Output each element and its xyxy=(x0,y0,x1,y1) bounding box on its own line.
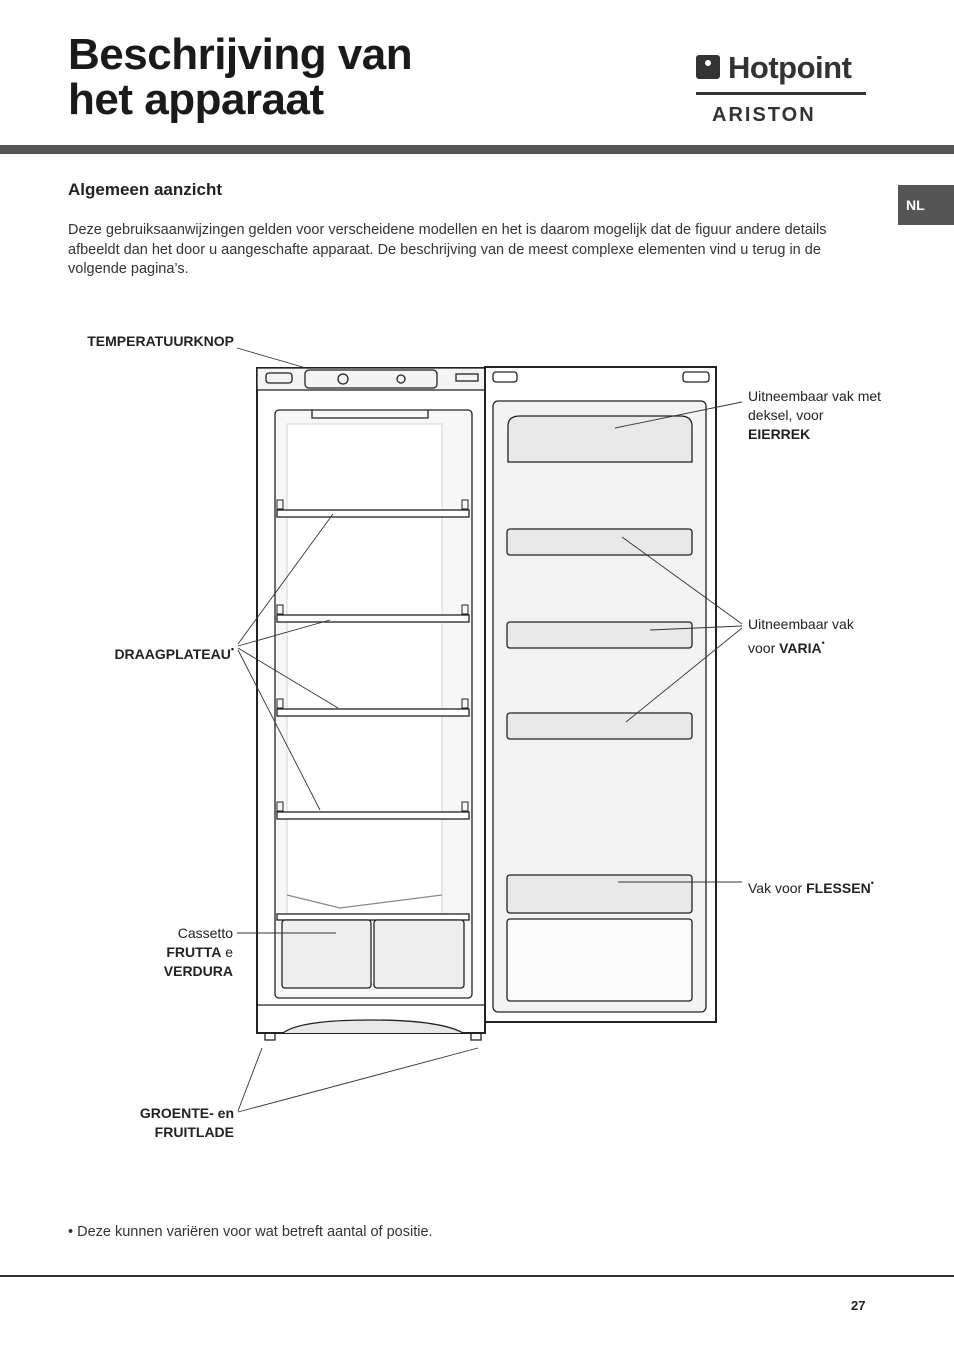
label-eierrek-line-2: deksel, voor xyxy=(748,407,824,423)
label-groente-line-2: FRUITLADE xyxy=(154,1124,234,1140)
label-cassetto-line-1: Cassetto xyxy=(177,925,233,941)
label-varia-line-2 xyxy=(748,634,928,658)
page-title-line-1: Beschrijving van xyxy=(68,30,413,79)
interior-back xyxy=(287,424,442,984)
label-varia-marker: • xyxy=(821,638,825,648)
door-clip-right xyxy=(683,372,709,382)
label-cassetto-e: e xyxy=(221,944,233,960)
label-eierrek-line-3: EIERREK xyxy=(748,426,811,442)
label-draagplateau xyxy=(40,640,234,664)
label-cassetto-line-3: VERDURA xyxy=(163,963,233,979)
door-clip-left xyxy=(493,372,517,382)
page-title-line-2: het apparaat xyxy=(68,75,324,124)
label-flessen-text: FLESSEN xyxy=(806,880,871,896)
egg-rack xyxy=(508,416,692,462)
shelf-4 xyxy=(277,812,469,819)
crisper-drawer-left xyxy=(282,920,371,988)
shelf-3 xyxy=(277,709,469,716)
door-bin-1 xyxy=(507,529,692,555)
intro-paragraph: Deze gebruiksaanwijzingen gelden voor verscheidene modellen en het is daarom mogelijk dat de figuur andere details afbeeldt dan het door u aangeschafte apparaat. De beschrijving van de meest complexe elementen vind u terug in de volgende pagina’s. xyxy=(68,222,827,277)
label-cassetto xyxy=(40,924,233,981)
label-temperatuurknop: TEMPERATUURKNOP xyxy=(87,333,234,349)
footer-divider xyxy=(0,1275,954,1277)
label-varia xyxy=(748,615,928,658)
section-heading: Algemeen aanzicht xyxy=(68,180,222,199)
label-eierrek-line-1: Uitneembaar vak met xyxy=(748,388,882,404)
crisper-cover xyxy=(277,914,469,920)
label-varia-voor: voor xyxy=(748,640,780,656)
door-bottom-compartment xyxy=(507,919,692,1001)
label-draagplateau-text: DRAAGPLATEAU xyxy=(114,646,231,662)
label-groente-line-1: GROENTE- en xyxy=(139,1105,234,1121)
label-flessen-prefix: Vak voor xyxy=(748,880,807,896)
shelf-2 xyxy=(277,615,469,622)
label-groente-fruitlade xyxy=(40,1104,234,1142)
label-cassetto-frutta: FRUTTA xyxy=(166,944,222,960)
label-varia-text: VARIA xyxy=(779,640,822,656)
label-flessen xyxy=(748,874,928,898)
footnote: • Deze kunnen variëren voor wat betreft aantal of positie. xyxy=(68,1224,433,1240)
logo-brand: Hotpoint xyxy=(728,50,852,85)
label-flessen-marker: • xyxy=(870,878,874,888)
control-panel xyxy=(257,368,485,390)
label-cassetto-line-2 xyxy=(40,943,233,962)
page-number: 27 xyxy=(851,1298,866,1313)
shelf-1 xyxy=(277,510,469,517)
door-bin-2 xyxy=(507,622,692,648)
logo-sub: ARISTON xyxy=(712,104,816,126)
foot-right xyxy=(471,1033,481,1040)
foot-left xyxy=(265,1033,275,1040)
label-draagplateau-marker: • xyxy=(230,644,234,654)
door-bin-3 xyxy=(507,713,692,739)
crisper-drawer-right xyxy=(374,920,464,988)
bottle-rack xyxy=(507,875,692,913)
label-eierrek xyxy=(748,387,928,444)
label-varia-line-1: Uitneembaar vak xyxy=(748,616,854,632)
base-grille xyxy=(283,1020,463,1033)
language-tab: NL xyxy=(898,185,954,225)
